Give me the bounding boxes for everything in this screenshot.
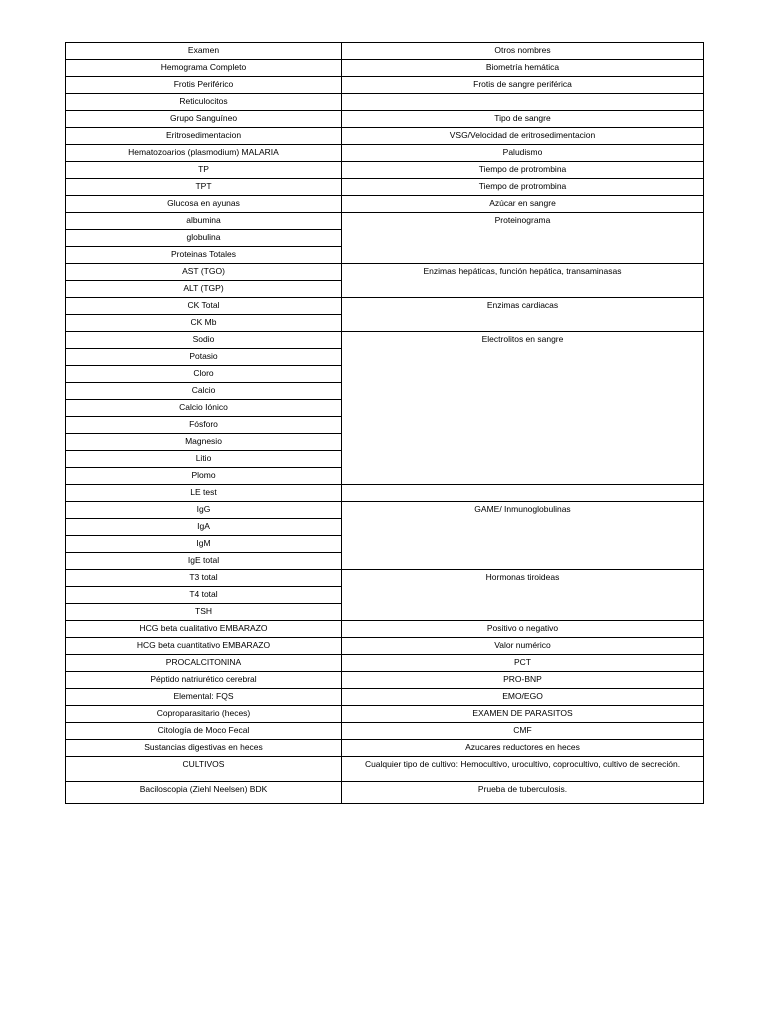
exam-cell: HCG beta cualitativo EMBARAZO bbox=[66, 621, 342, 638]
other-names-cell: EMO/EGO bbox=[342, 689, 704, 706]
table-row bbox=[66, 298, 704, 315]
table-row bbox=[66, 332, 704, 349]
other-names-cell: Hormonas tiroideas bbox=[342, 570, 704, 621]
table-row bbox=[66, 128, 704, 145]
exam-cell: IgE total bbox=[66, 553, 342, 570]
table-row bbox=[66, 655, 704, 672]
exam-cell: IgG bbox=[66, 502, 342, 519]
header-exam: Examen bbox=[66, 43, 342, 60]
exam-cell: Reticulocitos bbox=[66, 94, 342, 111]
other-names-cell: Tiempo de protrombina bbox=[342, 162, 704, 179]
table-row bbox=[66, 264, 704, 281]
exam-cell: Cloro bbox=[66, 366, 342, 383]
other-names-cell: Positivo o negativo bbox=[342, 621, 704, 638]
exam-cell: Frotis Periférico bbox=[66, 77, 342, 94]
table-row bbox=[66, 672, 704, 689]
other-names-cell: Frotis de sangre periférica bbox=[342, 77, 704, 94]
exam-cell: Proteinas Totales bbox=[66, 247, 342, 264]
other-names-cell: PCT bbox=[342, 655, 704, 672]
exam-cell: albumina bbox=[66, 213, 342, 230]
table-row bbox=[66, 94, 704, 111]
other-names-cell: Proteinograma bbox=[342, 213, 704, 264]
other-names-cell: EXAMEN DE PARASITOS bbox=[342, 706, 704, 723]
table-row bbox=[66, 145, 704, 162]
exam-cell: Péptido natriurético cerebral bbox=[66, 672, 342, 689]
exam-cell: Magnesio bbox=[66, 434, 342, 451]
exam-cell: Eritrosedimentacion bbox=[66, 128, 342, 145]
exam-cell: TSH bbox=[66, 604, 342, 621]
table-row bbox=[66, 179, 704, 196]
table-row bbox=[66, 638, 704, 655]
other-names-cell: Tipo de sangre bbox=[342, 111, 704, 128]
exam-names-table bbox=[65, 42, 704, 804]
exam-cell: LE test bbox=[66, 485, 342, 502]
exam-cell: Grupo Sanguíneo bbox=[66, 111, 342, 128]
exam-cell: Fósforo bbox=[66, 417, 342, 434]
table-row bbox=[66, 757, 704, 782]
exam-cell: globulina bbox=[66, 230, 342, 247]
table-row bbox=[66, 111, 704, 128]
exam-cell: T4 total bbox=[66, 587, 342, 604]
table-row bbox=[66, 570, 704, 587]
exam-cell: Coproparasitario (heces) bbox=[66, 706, 342, 723]
exam-cell: Elemental: FQS bbox=[66, 689, 342, 706]
other-names-cell: Prueba de tuberculosis. bbox=[342, 782, 704, 804]
exam-cell: Sodio bbox=[66, 332, 342, 349]
exam-cell: Litio bbox=[66, 451, 342, 468]
exam-cell: ALT (TGP) bbox=[66, 281, 342, 298]
table-row bbox=[66, 485, 704, 502]
exam-cell: IgM bbox=[66, 536, 342, 553]
exam-cell: Calcio Iónico bbox=[66, 400, 342, 417]
exam-cell: PROCALCITONINA bbox=[66, 655, 342, 672]
exam-cell: AST (TGO) bbox=[66, 264, 342, 281]
table-row bbox=[66, 162, 704, 179]
exam-cell: TPT bbox=[66, 179, 342, 196]
table-row bbox=[66, 621, 704, 638]
exam-cell: CK Mb bbox=[66, 315, 342, 332]
exam-cell: Citología de Moco Fecal bbox=[66, 723, 342, 740]
other-names-cell: Biometría hemática bbox=[342, 60, 704, 77]
exam-cell: Plomo bbox=[66, 468, 342, 485]
other-names-cell: Paludismo bbox=[342, 145, 704, 162]
table-body bbox=[66, 60, 704, 804]
other-names-cell bbox=[342, 94, 704, 111]
exam-cell: Sustancias digestivas en heces bbox=[66, 740, 342, 757]
table-header-row bbox=[66, 43, 704, 60]
table-row bbox=[66, 706, 704, 723]
table-row bbox=[66, 77, 704, 94]
other-names-cell: Electrolitos en sangre bbox=[342, 332, 704, 485]
table-row bbox=[66, 502, 704, 519]
table-row bbox=[66, 723, 704, 740]
exam-cell: Glucosa en ayunas bbox=[66, 196, 342, 213]
other-names-cell: Cualquier tipo de cultivo: Hemocultivo, urocultivo, coprocultivo, cultivo de secreción. bbox=[342, 757, 704, 782]
table-row bbox=[66, 689, 704, 706]
exam-cell: Hemograma Completo bbox=[66, 60, 342, 77]
table-row bbox=[66, 213, 704, 230]
exam-cell: TP bbox=[66, 162, 342, 179]
exam-cell: Baciloscopia (Ziehl Neelsen) BDK bbox=[66, 782, 342, 804]
exam-cell: T3 total bbox=[66, 570, 342, 587]
exam-cell: Calcio bbox=[66, 383, 342, 400]
other-names-cell: CMF bbox=[342, 723, 704, 740]
table-row bbox=[66, 782, 704, 804]
other-names-cell: Tiempo de protrombina bbox=[342, 179, 704, 196]
header-other-names: Otros nombres bbox=[342, 43, 704, 60]
other-names-cell: VSG/Velocidad de eritrosedimentacion bbox=[342, 128, 704, 145]
other-names-cell: Valor numérico bbox=[342, 638, 704, 655]
other-names-cell: Azúcar en sangre bbox=[342, 196, 704, 213]
exam-cell: Potasio bbox=[66, 349, 342, 366]
exam-cell: IgA bbox=[66, 519, 342, 536]
exam-cell: CULTIVOS bbox=[66, 757, 342, 782]
table-row bbox=[66, 60, 704, 77]
other-names-cell: Enzimas cardiacas bbox=[342, 298, 704, 332]
table-row bbox=[66, 740, 704, 757]
other-names-cell: PRO-BNP bbox=[342, 672, 704, 689]
other-names-cell: GAME/ Inmunoglobulinas bbox=[342, 502, 704, 570]
other-names-cell bbox=[342, 485, 704, 502]
exam-cell: HCG beta cuantitativo EMBARAZO bbox=[66, 638, 342, 655]
other-names-cell: Azucares reductores en heces bbox=[342, 740, 704, 757]
other-names-cell: Enzimas hepáticas, función hepática, transaminasas bbox=[342, 264, 704, 298]
exam-cell: Hematozoarios (plasmodium) MALARIA bbox=[66, 145, 342, 162]
table-row bbox=[66, 196, 704, 213]
exam-cell: CK Total bbox=[66, 298, 342, 315]
